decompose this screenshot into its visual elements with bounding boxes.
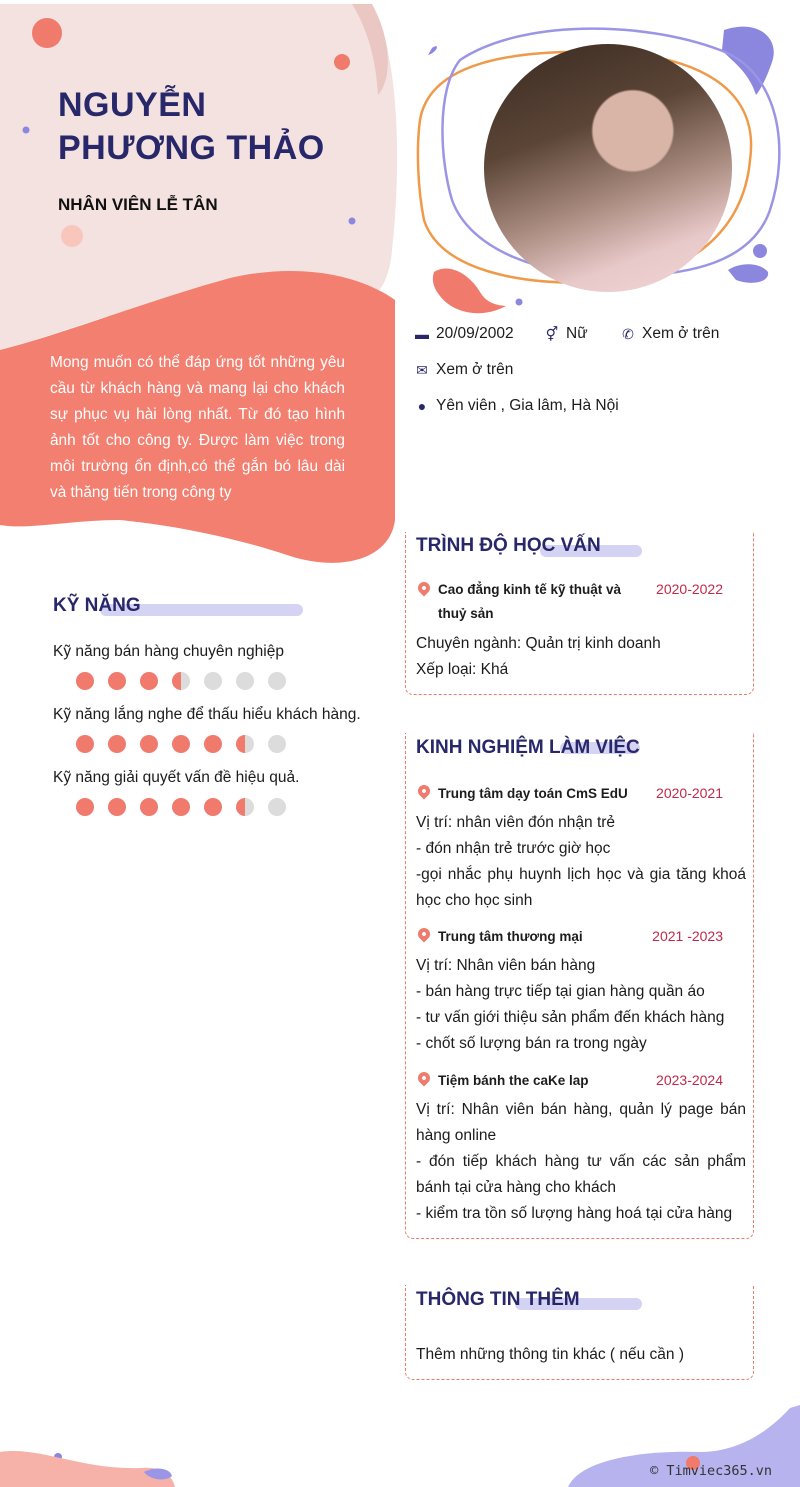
job-description <box>416 810 746 914</box>
skill-rating <box>76 798 286 816</box>
company-name: Tiệm bánh the caKe lap <box>438 1073 589 1088</box>
experience-item <box>418 1072 748 1092</box>
envelope-icon: ✉ <box>416 361 428 378</box>
email-value: Xem ở trên <box>436 361 514 378</box>
rating-dot <box>76 798 94 816</box>
rating-dot <box>108 735 126 753</box>
job-line: Vị trí: nhân viên đón nhận trẻ <box>416 814 616 831</box>
name-line-1: NGUYỄN <box>58 86 207 124</box>
extra-info-title: THÔNG TIN THÊM <box>416 1289 580 1310</box>
education-grade: Xếp loại: Khá <box>416 661 509 678</box>
rating-dot <box>268 735 286 753</box>
experience-item <box>418 785 748 805</box>
rating-dot <box>76 735 94 753</box>
skill-rating <box>76 672 286 690</box>
skills-title: KỸ NĂNG <box>53 595 141 616</box>
location-pin-icon <box>416 1070 433 1087</box>
job-description <box>416 953 746 1057</box>
name-line-2: PHƯƠNG THẢO <box>58 129 325 167</box>
rating-dot <box>172 735 190 753</box>
phone-value: Xem ở trên <box>642 325 720 342</box>
rating-dot <box>236 798 254 816</box>
school-name-line-2: thuỷ sản <box>438 606 494 621</box>
map-pin-icon: ● <box>417 398 427 414</box>
job-line: - bán hàng trực tiếp tại gian hàng quần áo <box>416 983 705 1000</box>
gender-value: Nữ <box>566 325 588 342</box>
rating-dot <box>172 798 190 816</box>
experience-section <box>405 733 754 1239</box>
profile-photo <box>484 44 732 292</box>
contact-phone <box>620 325 719 343</box>
job-line: - đón tiếp khách hàng tư vấn các sản phẩm bánh tại cửa hàng cho khách <box>416 1153 746 1196</box>
company-name: Trung tâm thương mại <box>438 929 583 944</box>
location-pin-icon <box>416 926 433 943</box>
job-period: 2020-2021 <box>656 785 723 801</box>
skill-rating <box>76 735 286 753</box>
location-pin-icon <box>416 580 433 597</box>
job-line: -gọi nhắc phụ huynh lịch học và gia tăng khoá học cho học sinh <box>416 866 746 909</box>
rating-dot <box>140 735 158 753</box>
rating-dot <box>204 672 222 690</box>
company-name: Trung tâm dạy toán CmS EdU <box>438 786 628 801</box>
rating-dot <box>236 735 254 753</box>
rating-dot <box>204 798 222 816</box>
rating-dot <box>268 798 286 816</box>
skill-name: Kỹ năng bán hàng chuyên nghiệp <box>53 643 284 660</box>
education-title: TRÌNH ĐỘ HỌC VẤN <box>416 535 601 556</box>
location-pin-icon <box>416 783 433 800</box>
full-name <box>58 84 388 170</box>
education-major: Chuyên ngành: Quản trị kinh doanh <box>416 635 661 652</box>
rating-dot <box>204 735 222 753</box>
school-name <box>438 578 621 626</box>
job-line: Vị trí: Nhân viên bán hàng, quản lý page bán hàng online <box>416 1101 746 1144</box>
rating-dot <box>108 798 126 816</box>
phone-icon: ✆ <box>622 325 634 342</box>
contact-gender <box>544 325 588 343</box>
education-section <box>405 532 754 695</box>
job-period: 2021 -2023 <box>652 928 723 944</box>
rating-dot <box>268 672 286 690</box>
school-name-line-1: Cao đẳng kinh tế kỹ thuật và <box>438 582 622 597</box>
watermark: © Timviec365.vn <box>650 1463 772 1479</box>
rating-dot <box>76 672 94 690</box>
education-item <box>418 581 748 621</box>
skill-name: Kỹ năng lắng nghe để thấu hiểu khách hàng. <box>53 706 361 723</box>
job-line: Vị trí: Nhân viên bán hàng <box>416 957 596 974</box>
job-period: 2023-2024 <box>656 1072 723 1088</box>
career-objective: Mong muốn có thể đáp ứng tốt những yêu cầu từ khách hàng và mang lại cho khách sự phục vụ hài lòng nhất. Từ đó tạo hình ảnh tốt cho công ty. Được làm việc trong môi trường ổn định,có thể gắn bó lâu dài và thăng tiến trong công ty <box>50 354 345 501</box>
extra-info-text: Thêm những thông tin khác ( nếu cần ) <box>416 1346 685 1363</box>
rating-dot <box>140 672 158 690</box>
contact-email <box>414 361 513 379</box>
experience-item <box>418 928 748 948</box>
birthday-cake-icon: ▬ <box>415 326 429 342</box>
job-line: - chốt số lượng bán ra trong ngày <box>416 1035 647 1052</box>
address-value: Yên viên , Gia lâm, Hà Nội <box>436 397 619 414</box>
job-line: - tư vấn giới thiệu sản phẩm đến khách hàng <box>416 1009 725 1026</box>
job-description <box>416 1097 746 1227</box>
experience-title: KINH NGHIỆM LÀM VIỆC <box>416 737 640 758</box>
job-line: - đón nhận trẻ trước giờ học <box>416 840 611 857</box>
contact-birthday <box>414 325 514 343</box>
rating-dot <box>108 672 126 690</box>
contact-address <box>414 397 619 415</box>
job-title: NHÂN VIÊN LỄ TÂN <box>58 195 218 214</box>
rating-dot <box>236 672 254 690</box>
job-line: - kiểm tra tồn số lượng hàng hoá tại cửa hàng <box>416 1205 733 1222</box>
birthday-value: 20/09/2002 <box>436 325 514 342</box>
rating-dot <box>172 672 190 690</box>
skill-name: Kỹ năng giải quyết vấn đề hiệu quả. <box>53 769 300 786</box>
rating-dot <box>140 798 158 816</box>
education-period: 2020-2022 <box>656 581 723 597</box>
gender-icon: ⚥ <box>545 325 559 342</box>
extra-info-section <box>405 1285 754 1380</box>
